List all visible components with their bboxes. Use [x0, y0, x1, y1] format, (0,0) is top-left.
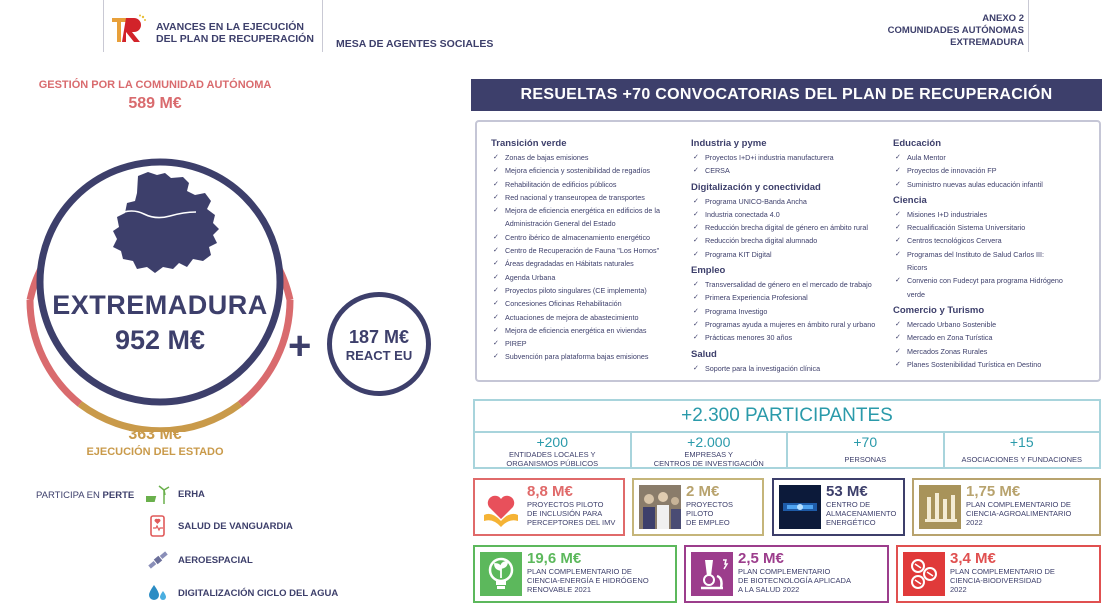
card-inclusion: [473, 478, 625, 536]
list-item: ✓ Industria conectada 4.0: [691, 208, 875, 221]
convocatorias-column-2: [691, 138, 875, 379]
participantes-label: ASOCIACIONES Y FUNDACIONES: [961, 455, 1083, 464]
section-heading: Salud: [691, 348, 717, 360]
participantes-cell: [788, 433, 945, 469]
region-total-value: 952 M€: [114, 325, 206, 355]
header-title-line1: AVANCES EN LA EJECUCIÓN: [156, 21, 304, 33]
participantes-number: +2.000: [687, 434, 731, 450]
card-empleo: [632, 478, 764, 536]
list-item: ✓ Mejora de eficiencia energética en viviendas: [491, 324, 660, 337]
header-title: [156, 21, 314, 45]
list-item: ✓ Proyectos I+D+i industria manufacturera: [691, 151, 875, 164]
annex-line1: ANEXO 2: [982, 13, 1024, 24]
section-list: [691, 195, 875, 261]
list-item: ✓ Centro de Recuperación de Fauna "Los Hornos": [491, 244, 660, 257]
satellite-icon: [146, 548, 170, 572]
react-eu-value: 187 M€: [348, 327, 410, 347]
list-item: ✓ Programa Investigo: [691, 305, 875, 318]
convocatorias-title: RESUELTAS +70 CONVOCATORIAS DEL PLAN DE RECUPERACIÓN: [471, 79, 1102, 111]
card-desc-line: 2022: [966, 518, 983, 527]
card-desc-line: PLAN COMPLEMENTARIO DE: [527, 567, 632, 576]
card-description: [826, 500, 896, 527]
card-desc-line: ENERGÉTICO: [826, 518, 876, 527]
card-description: [950, 567, 1055, 594]
employment-photo-icon: [639, 485, 681, 529]
card-desc-line: 2022: [950, 585, 967, 594]
list-item: ✓ Red nacional y transeuropea de transportes: [491, 191, 660, 204]
participantes-grid: [475, 431, 1099, 469]
region-name: EXTREMADURA: [52, 290, 268, 320]
card-desc-line: PLAN COMPLEMENTARIO DE: [950, 567, 1055, 576]
perte-item-agua: [146, 581, 338, 605]
card-desc-line: PLAN COMPLEMENTARIO: [738, 567, 831, 576]
card-desc-line: RENOVABLE 2021: [527, 585, 592, 594]
section-list: [691, 151, 875, 178]
card-value: 19,6 M€: [527, 550, 582, 567]
participantes-label: ORGANISMOS PÚBLICOS: [506, 459, 599, 468]
list-item: ✓ Mercado en Zona Turística: [893, 331, 1063, 344]
card-desc-line: CIENCIA-AGROALIMENTARIO: [966, 509, 1072, 518]
agro-icon: [919, 485, 961, 529]
perte-item-label: DIGITALIZACIÓN CICLO DEL AGUA: [178, 587, 339, 599]
perte-item-aeroespacial: [146, 548, 253, 572]
section-heading: Industria y pyme: [691, 138, 767, 149]
card-energia-hidrogeno: [473, 545, 677, 603]
section-heading: Digitalización y conectividad: [691, 181, 821, 193]
convocatorias-column-1: [491, 138, 660, 368]
energy-storage-icon: [779, 485, 821, 529]
list-item-continuation: Administración General del Estado: [505, 219, 616, 229]
list-item: ✓ Recualificación Sistema Universitario: [893, 221, 1063, 234]
card-description: [966, 500, 1071, 527]
card-desc-line: CENTRO DE: [826, 500, 871, 509]
card-desc-line: CIENCIA-BIODIVERSIDAD: [950, 576, 1042, 585]
card-almacenamiento: [772, 478, 905, 536]
list-item: ✓ Programas ayuda a mujeres en ámbito rural y urbano: [691, 318, 875, 331]
header-logo-block: [103, 0, 323, 52]
card-desc-line: PROYECTOS PILOTO: [527, 500, 604, 509]
participantes-label: EMPRESAS Y: [684, 450, 734, 459]
microscope-icon: [691, 552, 733, 596]
list-item: ✓ Transversalidad de género en el mercado de trabajo: [691, 278, 875, 291]
perte-item-label: AEROESPACIAL: [178, 554, 253, 566]
list-item: ✓ Mercados Zonas Rurales: [893, 345, 1063, 358]
list-item: ✓ Programas del Instituto de Salud Carlos III:: [893, 248, 1063, 261]
convocatorias-box: [475, 120, 1101, 382]
card-desc-line: CIENCIA-ENERGÍA E HIDRÓGENO: [527, 576, 649, 585]
card-description: [686, 500, 733, 527]
section-heading: Ciencia: [893, 194, 927, 206]
perte-label-prefix: PARTICIPA EN: [36, 490, 103, 501]
perte-item-label: ERHA: [178, 488, 205, 500]
list-item: ✓ Mejora de eficiencia energética en edificios de la: [491, 204, 660, 217]
list-item: ✓ Subvención para plataforma bajas emisiones: [491, 350, 660, 363]
list-item: ✓ Zonas de bajas emisiones: [491, 151, 660, 164]
plus-sign: +: [288, 324, 312, 368]
section-list: [893, 208, 1063, 301]
participantes-number: +200: [536, 434, 569, 450]
annex-line2: COMUNIDADES AUTÓNOMAS: [887, 25, 1024, 36]
recovery-plan-logo-icon: [112, 14, 146, 44]
card-desc-line: PROYECTOS: [686, 500, 733, 509]
card-biotecnologia: [684, 545, 889, 603]
convocatorias-column-3: [893, 138, 1063, 375]
section-heading: Comercio y Turismo: [893, 304, 985, 316]
estado-value: 363 M€: [128, 426, 182, 443]
card-biodiversidad: [896, 545, 1101, 603]
perte-item-salud: [146, 514, 293, 538]
biodiversity-icon: [903, 552, 945, 596]
list-item: ✓ Centro ibérico de almacenamiento energético: [491, 231, 660, 244]
list-item-continuation: verde: [907, 289, 925, 299]
annex-label: [888, 13, 1024, 49]
section-heading: Transición verde: [491, 138, 567, 149]
list-item-continuation: Ricors: [907, 263, 928, 273]
annex-line3: EXTREMADURA: [950, 37, 1024, 48]
card-description: [527, 567, 649, 594]
list-item: ✓ CERSA: [691, 164, 875, 177]
list-item: ✓ Primera Experiencia Profesional: [691, 291, 875, 304]
estado-label: EJECUCIÓN DEL ESTADO: [86, 446, 224, 458]
region-circle-graphic: [0, 112, 310, 432]
list-item: ✓ Reducción brecha digital alumnado: [691, 234, 875, 247]
participantes-label: CENTROS DE INVESTIGACIÓN: [653, 459, 764, 468]
card-description: [527, 500, 615, 527]
participantes-title: +2.300 PARTICIPANTES: [681, 405, 893, 426]
participantes-number: +15: [1009, 434, 1034, 450]
list-item: ✓ Centros tecnológicos Cervera: [893, 234, 1063, 247]
card-desc-line: DE INCLUSIÓN PARA: [527, 509, 603, 518]
water-drops-icon: [146, 581, 170, 605]
list-item: ✓ PIREP: [491, 337, 660, 350]
card-desc-line: PILOTO: [686, 509, 714, 518]
list-item: ✓ Concesiones Oficinas Rehabilitación: [491, 297, 660, 310]
list-item: ✓ Proyectos piloto singulares (CE implementa): [491, 284, 660, 297]
participantes-number: +70: [853, 434, 878, 450]
list-item: ✓ Agenda Urbana: [491, 271, 660, 284]
card-agroalimentario: [912, 478, 1101, 536]
participantes-label: PERSONAS: [844, 455, 887, 464]
card-value: 3,4 M€: [950, 550, 996, 567]
section-list: [893, 151, 1063, 191]
list-item: ✓ Reducción brecha digital de género en ámbito rural: [691, 221, 875, 234]
list-item: ✓ Suministro nuevas aulas educación infantil: [893, 178, 1063, 191]
header-title-line2: DEL PLAN DE RECUPERACIÓN: [156, 33, 314, 45]
list-item: ✓ Planes Sostenibilidad Turística en Destino: [893, 358, 1063, 371]
list-item: ✓ Misiones I+D industriales: [893, 208, 1063, 221]
list-item: ✓ Aula Mentor: [893, 151, 1063, 164]
list-item: ✓ Prácticas menores 30 años: [691, 331, 875, 344]
section-list: [491, 151, 660, 364]
card-description: [738, 567, 851, 594]
gestion-value: 589 M€: [128, 95, 182, 112]
card-desc-line: A LA SALUD 2022: [738, 585, 800, 594]
list-item: ✓ Rehabilitación de edificios públicos: [491, 178, 660, 191]
health-phone-icon: [146, 514, 170, 538]
perte-label-bold: PERTE: [102, 490, 135, 501]
gestion-label: GESTIÓN POR LA COMUNIDAD AUTÓNOMA: [38, 79, 272, 91]
list-item: ✓ Actuaciones de mejora de abastecimiento: [491, 311, 660, 324]
react-eu-label: REACT EU: [345, 348, 413, 363]
header-subtitle: MESA DE AGENTES SOCIALES: [336, 38, 494, 50]
list-item: ✓ Convenio con Fudecyt para programa Hidrógeno: [893, 274, 1063, 287]
list-item: ✓ Proyectos de innovación FP: [893, 164, 1063, 177]
section-list: [691, 278, 875, 344]
card-desc-line: ALMACENAMIENTO: [826, 509, 897, 518]
participantes-label: ENTIDADES LOCALES Y: [508, 450, 596, 459]
perte-item-label: SALUD DE VANGUARDIA: [178, 520, 293, 532]
card-desc-line: PERCEPTORES DEL IMV: [527, 518, 616, 527]
react-eu-circle: [327, 292, 431, 396]
participantes-cell: [475, 433, 632, 469]
perte-item-erha: [146, 482, 205, 506]
list-item: ✓ Programa UNICO-Banda Ancha: [691, 195, 875, 208]
card-value: 2,5 M€: [738, 550, 784, 567]
card-value: 1,75 M€: [966, 483, 1021, 500]
list-item: ✓ Soporte para la investigación clínica: [691, 362, 875, 375]
list-item: ✓ Programa KIT Digital: [691, 248, 875, 261]
card-desc-line: DE BIOTECNOLOGÍA APLICADA: [738, 576, 851, 585]
card-value: 53 M€: [826, 483, 868, 500]
section-heading: Empleo: [691, 265, 726, 277]
list-item: ✓ Mejora eficiencia y sostenibilidad de regadíos: [491, 164, 660, 177]
card-value: 8,8 M€: [527, 483, 573, 500]
card-desc-line: PLAN COMPLEMENTARIO DE: [966, 500, 1071, 509]
participantes-box: [473, 399, 1101, 469]
card-desc-line: DE EMPLEO: [686, 518, 730, 527]
section-heading: Educación: [893, 138, 942, 149]
section-list: [691, 362, 875, 375]
list-item: ✓ Mercado Urbano Sostenible: [893, 318, 1063, 331]
participantes-cell: [632, 433, 789, 469]
wind-solar-icon: [146, 482, 170, 506]
list-item: ✓ Áreas degradadas en Hábitats naturales: [491, 257, 660, 270]
card-value: 2 M€: [686, 483, 720, 500]
participantes-cell: [945, 433, 1100, 469]
perte-label: [36, 490, 134, 501]
lightbulb-plant-icon: [480, 552, 522, 596]
heart-hands-icon: [480, 485, 522, 529]
header-divider: [1028, 0, 1029, 52]
section-list: [893, 318, 1063, 371]
